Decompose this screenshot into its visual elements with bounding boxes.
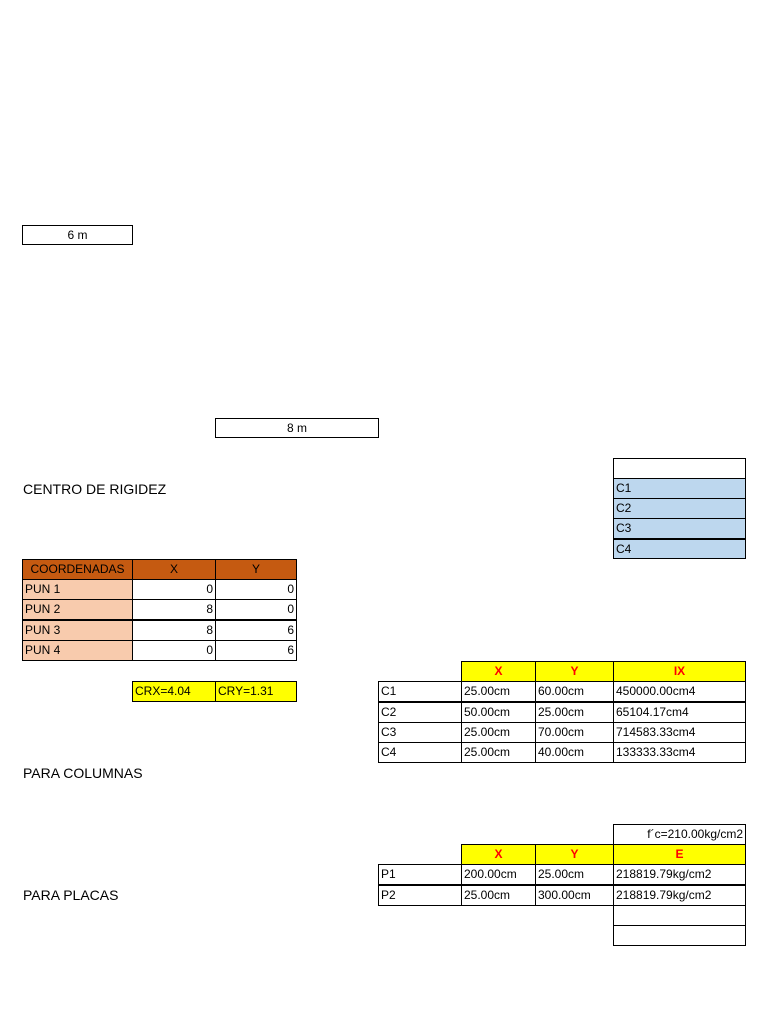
coords-row-y[interactable]: 0 xyxy=(215,579,297,600)
columns-row-x[interactable]: 25.00cm xyxy=(461,742,536,763)
coords-header-y[interactable]: Y xyxy=(215,559,297,580)
plates-header-e[interactable]: E xyxy=(613,844,746,865)
columns-row-name[interactable]: C1 xyxy=(378,681,462,702)
column-list-item[interactable]: C3 xyxy=(613,518,746,539)
columns-row-ix[interactable]: 65104.17cm4 xyxy=(613,702,746,723)
plates-empty-cell[interactable] xyxy=(613,925,746,946)
cry-result[interactable]: CRY=1.31 xyxy=(215,681,297,702)
columns-row-x[interactable]: 25.00cm xyxy=(461,681,536,702)
column-list-header-cell[interactable] xyxy=(613,458,746,479)
coords-row-x[interactable]: 8 xyxy=(132,599,216,620)
columns-row-ix[interactable]: 450000.00cm4 xyxy=(613,681,746,702)
plates-header-x[interactable]: X xyxy=(461,844,536,865)
columns-header-ix[interactable]: IX xyxy=(613,661,746,682)
centro-rigidez-label: CENTRO DE RIGIDEZ xyxy=(23,481,167,497)
coords-row-x[interactable]: 8 xyxy=(132,620,216,641)
coords-row-y[interactable]: 6 xyxy=(215,620,297,641)
columns-header-x[interactable]: X xyxy=(461,661,536,682)
para-placas-label: PARA PLACAS xyxy=(23,887,119,903)
para-columnas-label: PARA COLUMNAS xyxy=(23,765,143,781)
columns-row-ix[interactable]: 133333.33cm4 xyxy=(613,742,746,763)
plates-row-e[interactable]: 218819.79kg/cm2 xyxy=(613,885,746,906)
plates-row-y[interactable]: 25.00cm xyxy=(535,864,614,885)
columns-row-name[interactable]: C2 xyxy=(378,702,462,723)
plates-row-e[interactable]: 218819.79kg/cm2 xyxy=(613,864,746,885)
plates-empty-cell[interactable] xyxy=(613,905,746,926)
coords-row-x[interactable]: 0 xyxy=(132,640,216,661)
plates-row-name[interactable]: P1 xyxy=(378,864,462,885)
columns-row-name[interactable]: C4 xyxy=(378,742,462,763)
columns-row-y[interactable]: 25.00cm xyxy=(535,702,614,723)
coords-row-name[interactable]: PUN 4 xyxy=(22,640,133,661)
coords-row-name[interactable]: PUN 3 xyxy=(22,620,133,641)
coords-row-y[interactable]: 0 xyxy=(215,599,297,620)
columns-row-y[interactable]: 70.00cm xyxy=(535,722,614,743)
columns-row-y[interactable]: 60.00cm xyxy=(535,681,614,702)
plates-header-y[interactable]: Y xyxy=(535,844,614,865)
width-dimension-box[interactable]: 6 m xyxy=(22,225,133,245)
plates-row-x[interactable]: 25.00cm xyxy=(461,885,536,906)
column-list-item[interactable]: C1 xyxy=(613,478,746,499)
plates-row-name[interactable]: P2 xyxy=(378,885,462,906)
coords-header-name[interactable]: COORDENADAS xyxy=(22,559,133,580)
coords-row-y[interactable]: 6 xyxy=(215,640,297,661)
coords-row-name[interactable]: PUN 2 xyxy=(22,599,133,620)
length-dimension-box[interactable]: 8 m xyxy=(215,418,379,438)
plates-row-y[interactable]: 300.00cm xyxy=(535,885,614,906)
columns-row-y[interactable]: 40.00cm xyxy=(535,742,614,763)
coords-row-x[interactable]: 0 xyxy=(132,579,216,600)
columns-header-y[interactable]: Y xyxy=(535,661,614,682)
column-list-item[interactable]: C2 xyxy=(613,498,746,519)
columns-row-ix[interactable]: 714583.33cm4 xyxy=(613,722,746,743)
columns-row-x[interactable]: 50.00cm xyxy=(461,702,536,723)
fc-value-cell[interactable]: f´c=210.00kg/cm2 xyxy=(613,824,746,845)
plates-row-x[interactable]: 200.00cm xyxy=(461,864,536,885)
columns-row-x[interactable]: 25.00cm xyxy=(461,722,536,743)
column-list-item[interactable]: C4 xyxy=(613,539,746,559)
columns-row-name[interactable]: C3 xyxy=(378,722,462,743)
coords-header-x[interactable]: X xyxy=(132,559,216,580)
crx-result[interactable]: CRX=4.04 xyxy=(132,681,216,702)
coords-row-name[interactable]: PUN 1 xyxy=(22,579,133,600)
